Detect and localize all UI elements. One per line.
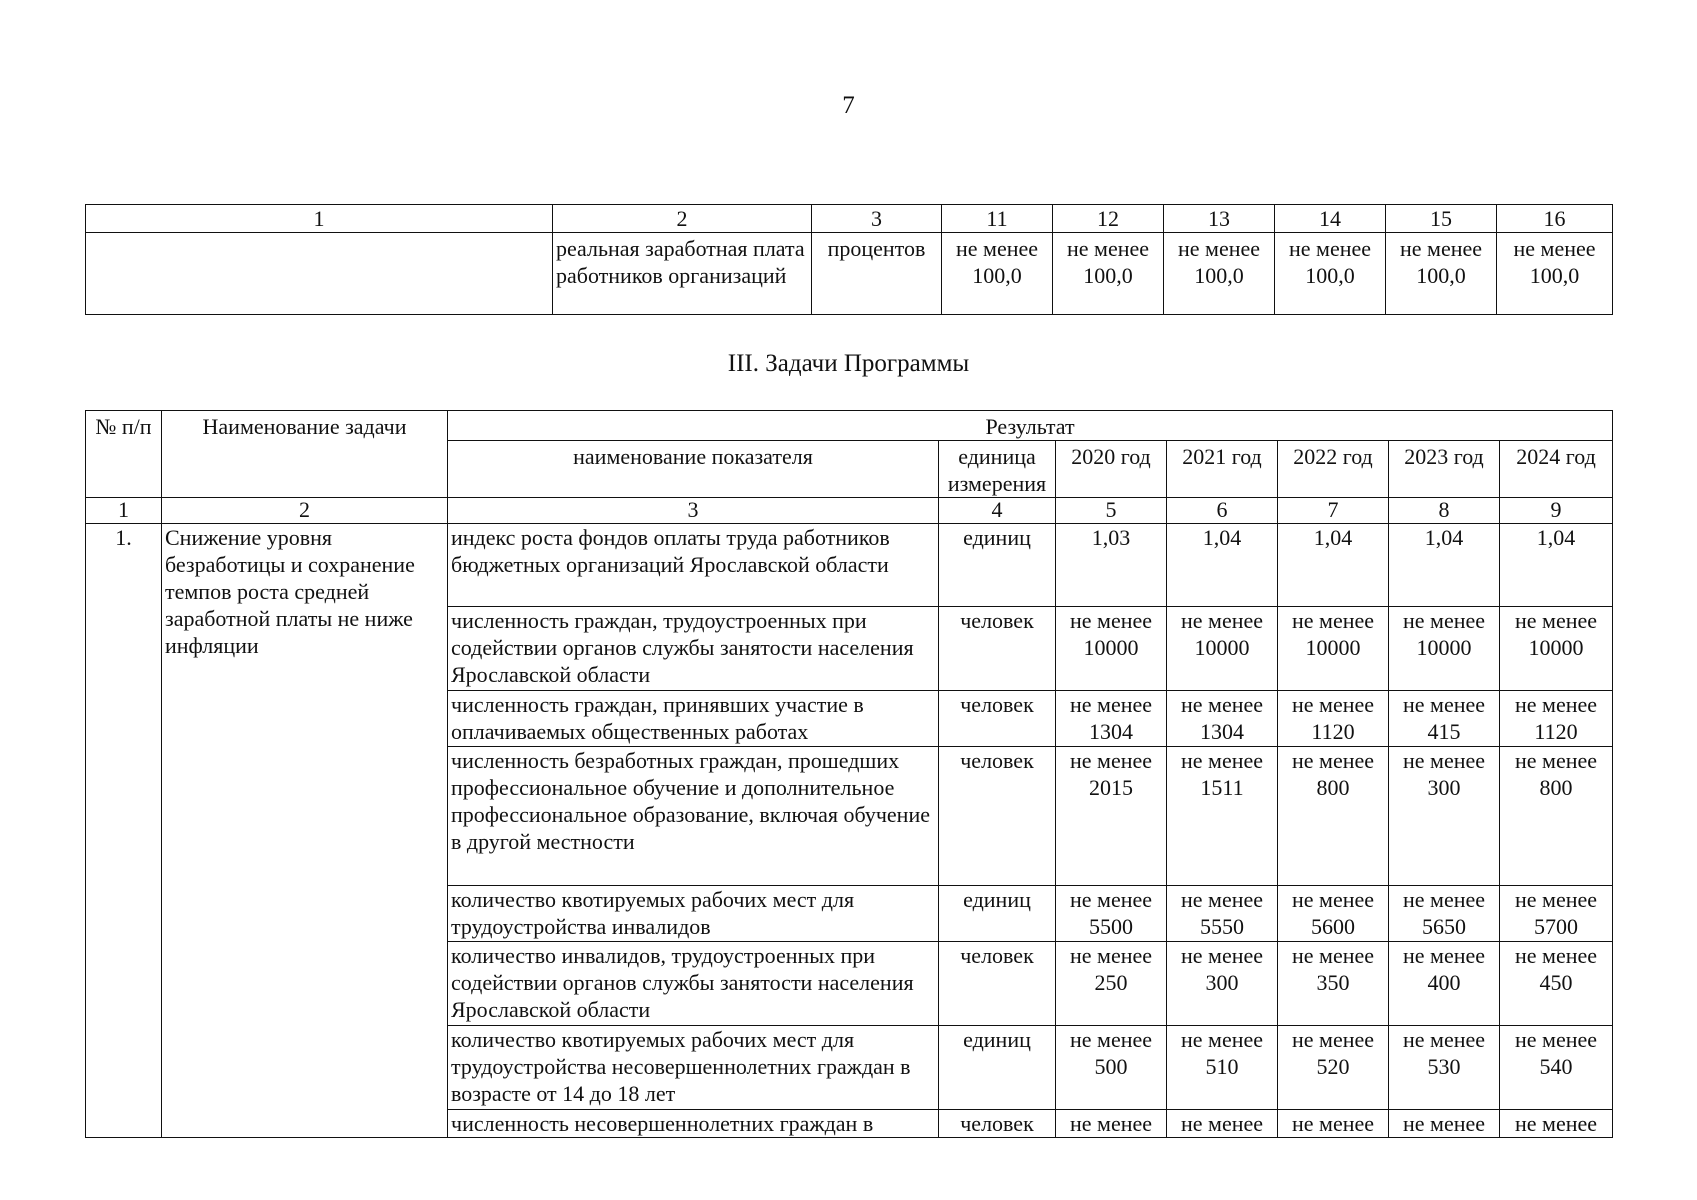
header-year: 2023 год — [1389, 441, 1500, 498]
unit-cell: единиц — [939, 886, 1056, 942]
value-cell: не менее 800 — [1278, 747, 1389, 886]
value-cell: не менее 1511 — [1167, 747, 1278, 886]
indicator-name: численность несовершеннолетних граждан в — [448, 1110, 939, 1138]
unit-cell: человек — [939, 747, 1056, 886]
header-year: 2021 год — [1167, 441, 1278, 498]
task-number: 1. — [86, 524, 162, 1138]
value-cell: не менее — [1278, 1110, 1389, 1138]
value-cell: не менее 5600 — [1278, 886, 1389, 942]
value-cell: не менее 800 — [1500, 747, 1613, 886]
value-cell: не менее 10000 — [1278, 607, 1389, 691]
value-cell: 1,04 — [1278, 524, 1389, 607]
value-cell: не менее 540 — [1500, 1026, 1613, 1110]
value-cell: не менее 520 — [1278, 1026, 1389, 1110]
header-result: Результат — [448, 411, 1613, 441]
unit-cell: единиц — [939, 524, 1056, 607]
value-cell: не менее 5700 — [1500, 886, 1613, 942]
value-cell: не менее 5500 — [1056, 886, 1167, 942]
unit-cell: человек — [939, 942, 1056, 1026]
tasks-table — [85, 497, 1613, 1138]
value-cell: не менее 300 — [1167, 942, 1278, 1026]
column-number: 7 — [1278, 498, 1389, 524]
table-row — [86, 524, 1613, 607]
column-number: 15 — [1386, 205, 1497, 233]
value-cell: не менее 1304 — [1056, 691, 1167, 747]
value-cell: 1,04 — [1167, 524, 1278, 607]
value-cell: не менее 100,0 — [1497, 233, 1613, 315]
column-number: 2 — [553, 205, 812, 233]
indicator-name: количество квотируемых рабочих мест для трудоустройства инвалидов — [448, 886, 939, 942]
continuation-table — [85, 204, 1613, 315]
column-number: 6 — [1167, 498, 1278, 524]
unit-cell: человек — [939, 607, 1056, 691]
unit-cell: единиц — [939, 1026, 1056, 1110]
value-cell: не менее 100,0 — [1164, 233, 1275, 315]
value-cell: не менее 1120 — [1500, 691, 1613, 747]
value-cell: не менее 510 — [1167, 1026, 1278, 1110]
value-cell: не менее 100,0 — [1053, 233, 1164, 315]
value-cell: не менее 100,0 — [1386, 233, 1497, 315]
indicator-name: количество инвалидов, трудоустроенных при содействии органов службы занятости населения Ярославской области — [448, 942, 939, 1026]
column-number: 8 — [1389, 498, 1500, 524]
column-number: 1 — [86, 498, 162, 524]
value-cell: не менее — [1389, 1110, 1500, 1138]
value-cell: не менее 5550 — [1167, 886, 1278, 942]
value-cell: не менее 415 — [1389, 691, 1500, 747]
unit-cell: человек — [939, 691, 1056, 747]
header-unit: единица измерения — [939, 441, 1056, 498]
indicator-name: численность граждан, трудоустроенных при содействии органов службы занятости населения Ярославской области — [448, 607, 939, 691]
column-number: 4 — [939, 498, 1056, 524]
value-cell: не менее 500 — [1056, 1026, 1167, 1110]
value-cell: не менее — [1056, 1110, 1167, 1138]
value-cell: 1,03 — [1056, 524, 1167, 607]
tasks-table-header — [85, 410, 1613, 498]
column-number: 9 — [1500, 498, 1613, 524]
value-cell: не менее 10000 — [1056, 607, 1167, 691]
value-cell: не менее 350 — [1278, 942, 1389, 1026]
page-number: 7 — [842, 92, 855, 119]
indicator-name: индекс роста фондов оплаты труда работников бюджетных организаций Ярославской области — [448, 524, 939, 607]
value-cell: не менее 400 — [1389, 942, 1500, 1026]
column-number: 5 — [1056, 498, 1167, 524]
column-number: 3 — [812, 205, 942, 233]
value-cell: не менее 2015 — [1056, 747, 1167, 886]
column-number: 2 — [162, 498, 448, 524]
value-cell: не менее 100,0 — [942, 233, 1053, 315]
header-year: 2024 год — [1500, 441, 1613, 498]
column-number: 12 — [1053, 205, 1164, 233]
value-cell: не менее 450 — [1500, 942, 1613, 1026]
column-number: 14 — [1275, 205, 1386, 233]
indicator-name: численность граждан, принявших участие в оплачиваемых общественных работах — [448, 691, 939, 747]
value-cell: не менее 5650 — [1389, 886, 1500, 942]
indicator-name: реальная заработная плата работников организаций — [553, 233, 812, 315]
column-number: 3 — [448, 498, 939, 524]
value-cell: не менее 300 — [1389, 747, 1500, 886]
value-cell: не менее 10000 — [1167, 607, 1278, 691]
value-cell: 1,04 — [1500, 524, 1613, 607]
value-cell: не менее 250 — [1056, 942, 1167, 1026]
column-number: 16 — [1497, 205, 1613, 233]
section-title: III. Задачи Программы — [727, 350, 970, 377]
unit-cell: процентов — [812, 233, 942, 315]
column-number-row — [86, 498, 1613, 524]
value-cell: не менее 1304 — [1167, 691, 1278, 747]
value-cell: не менее 10000 — [1500, 607, 1613, 691]
empty-cell — [86, 233, 553, 315]
value-cell: не менее 10000 — [1389, 607, 1500, 691]
column-number: 11 — [942, 205, 1053, 233]
unit-cell: человек — [939, 1110, 1056, 1138]
task-name: Снижение уровня безработицы и сохранение темпов роста средней заработной платы не ниже инфляции — [162, 524, 448, 1138]
value-cell: не менее 1120 — [1278, 691, 1389, 747]
header-task-name: Наименование задачи — [162, 411, 448, 498]
value-cell: не менее 530 — [1389, 1026, 1500, 1110]
header-year: 2022 год — [1278, 441, 1389, 498]
indicator-name: численность безработных граждан, прошедших профессиональное обучение и дополнительное профессиональное образование, включая обучение в другой местности — [448, 747, 939, 886]
column-number: 1 — [86, 205, 553, 233]
value-cell: не менее — [1167, 1110, 1278, 1138]
value-cell: не менее 100,0 — [1275, 233, 1386, 315]
indicator-name: количество квотируемых рабочих мест для трудоустройства несовершеннолетних граждан в возрасте от 14 до 18 лет — [448, 1026, 939, 1110]
column-number: 13 — [1164, 205, 1275, 233]
value-cell: не менее — [1500, 1110, 1613, 1138]
header-year: 2020 год — [1056, 441, 1167, 498]
value-cell: 1,04 — [1389, 524, 1500, 607]
header-indicator-name: наименование показателя — [448, 441, 939, 498]
header-num: № п/п — [86, 411, 162, 498]
table-row — [86, 233, 1613, 315]
column-number-row — [86, 205, 1613, 233]
